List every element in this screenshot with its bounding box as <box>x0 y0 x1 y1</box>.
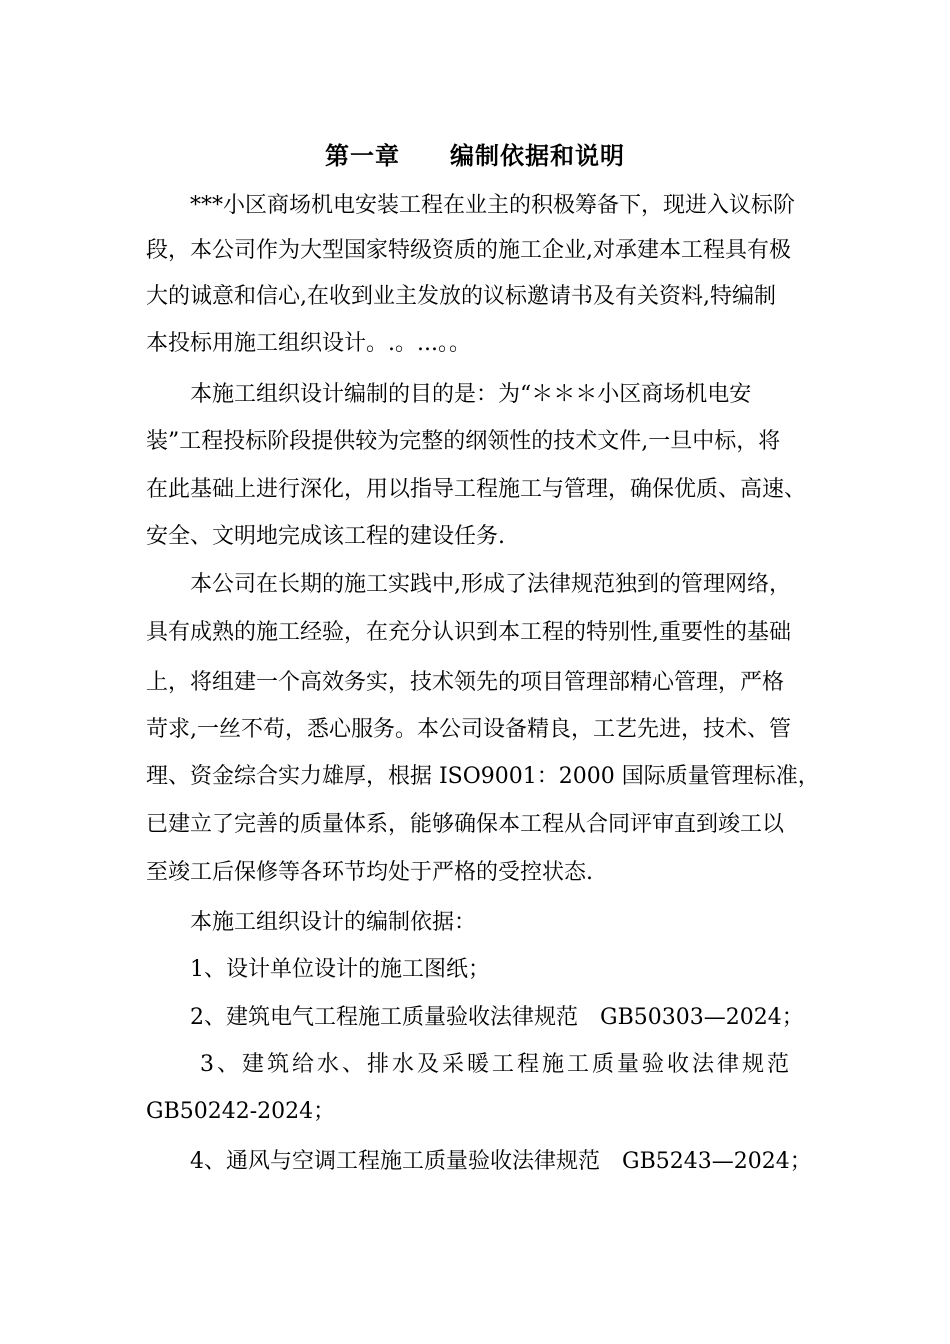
list-item: 2、建筑电气工程施工质量验收法律规范 GB50303—2024； <box>190 1005 804 1030</box>
paragraph-line: 安全、文明地完成该工程的建设任务. <box>146 524 505 549</box>
paragraph-line: 本公司在长期的施工实践中,形成了法律规范独到的管理网络， <box>190 572 791 597</box>
paragraph-line: 本施工组织设计的编制依据： <box>190 910 477 935</box>
paragraph-line: 具有成熟的施工经验，在充分认识到本工程的特别性,重要性的基础 <box>146 620 791 645</box>
paragraph-line: 本施工组织设计编制的目的是：为“＊＊＊小区商场机电安 <box>190 382 752 407</box>
paragraph-line: 理、资金综合实力雄厚，根据 ISO9001：2000 国际质量管理标准， <box>146 764 820 789</box>
list-item: 3、建筑给水、排水及采暖工程施工质量验收法律规范 <box>190 1052 792 1077</box>
paragraph-line: 在此基础上进行深化，用以指导工程施工与管理，确保优质、高速、 <box>146 477 807 502</box>
list-item: 4、通风与空调工程施工质量验收法律规范 GB5243—2024； <box>190 1149 812 1174</box>
chapter-title: 第一章 编制依据和说明 <box>325 142 625 170</box>
list-item-continuation: GB50242-2024； <box>146 1099 336 1124</box>
paragraph-line: 本投标用施工组织设计。.。...。。 <box>146 331 471 356</box>
paragraph-line: 装”工程投标阶段提供较为完整的纲领性的技术文件,一旦中标，将 <box>146 429 781 454</box>
list-item: 1、设计单位设计的施工图纸； <box>190 957 490 982</box>
paragraph-line: 上，将组建一个高效务实，技术领先的项目管理部精心管理，严格 <box>146 670 785 695</box>
paragraph-line: ***小区商场机电安装工程在业主的积极筹备下，现进入议标阶 <box>190 193 796 218</box>
paragraph-line: 已建立了完善的质量体系，能够确保本工程从合同评审直到竣工以 <box>146 812 785 837</box>
paragraph-line: 大的诚意和信心,在收到业主发放的议标邀请书及有关资料,特编制 <box>146 284 776 309</box>
paragraph-line: 至竣工后保修等各环节均处于严格的受控状态. <box>146 860 593 885</box>
paragraph-line: 段，本公司作为大型国家特级资质的施工企业,对承建本工程具有极 <box>146 238 791 263</box>
paragraph-line: 苛求,一丝不苟，悉心服务。本公司设备精良，工艺先进，技术、管 <box>146 717 791 742</box>
